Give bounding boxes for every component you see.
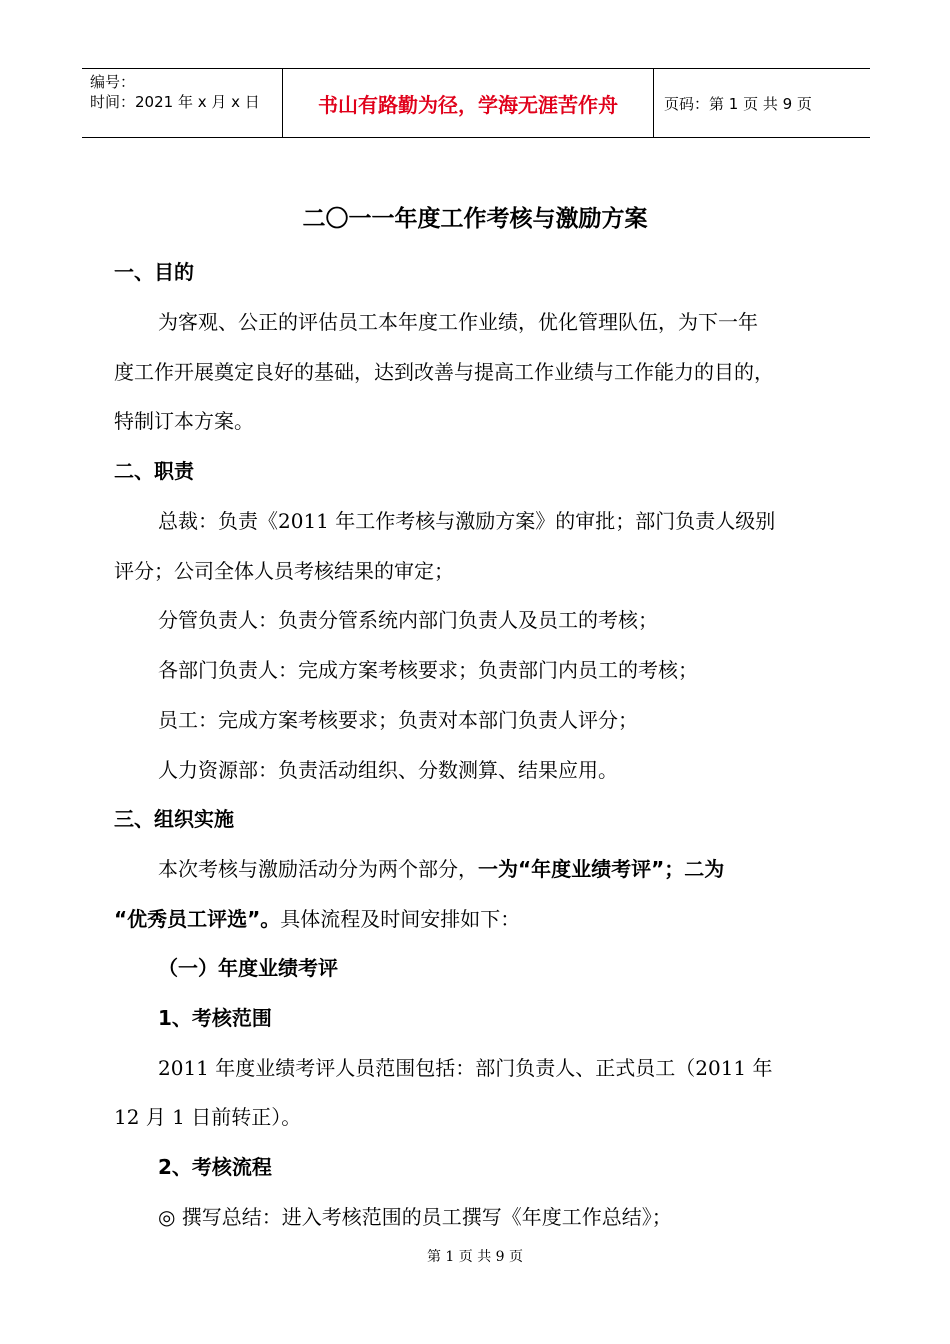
purpose-line-2: 度工作开展奠定良好的基础，达到改善与提高工作业绩与工作能力的目的，	[114, 360, 774, 384]
page-header	[82, 68, 870, 138]
page-footer: 第 1 页 共 9 页	[426, 1249, 524, 1265]
scope-line-2: 12 月 1 日前转正）。	[114, 1105, 302, 1129]
scope-line-1: 2011 年度业绩考评人员范围包括：部门负责人、正式员工（2011 年	[158, 1056, 773, 1080]
duties-line-3: 分管负责人：负责分管系统内部门负责人及员工的考核；	[158, 608, 658, 632]
implementation-line-2	[114, 903, 844, 932]
duties-line-5: 员工：完成方案考核要求；负责对本部门负责人评分；	[158, 708, 638, 732]
document-title: 二〇一一年度工作考核与激励方案	[302, 206, 648, 232]
subsection-heading-annual-review: （一）年度业绩考评	[158, 956, 338, 980]
section-heading-purpose: 一、目的	[114, 260, 194, 284]
header-motto: 书山有路勤为径，学海无涯苦作舟	[282, 69, 654, 137]
duties-line-1: 总裁：负责《2011 年工作考核与激励方案》的审批；部门负责人级别	[158, 509, 776, 533]
header-meta	[82, 69, 282, 137]
implementation-line-1	[158, 853, 888, 882]
duties-line-6: 人力资源部：负责活动组织、分数测算、结果应用。	[158, 758, 618, 782]
process-step-1: ◎ 撰写总结：进入考核范围的员工撰写《年度工作总结》；	[158, 1205, 672, 1229]
section-heading-duties: 二、职责	[114, 459, 194, 483]
section-heading-implementation: 三、组织实施	[114, 807, 234, 831]
item-heading-scope: 1、考核范围	[158, 1006, 272, 1030]
header-page-label: 页码：第 1 页 共 9 页	[664, 94, 812, 113]
duties-line-2: 评分；公司全体人员考核结果的审定；	[114, 559, 454, 583]
number-label: 编号：	[90, 73, 136, 91]
implementation-line-2-bold: “优秀员工评选”。	[114, 907, 281, 931]
purpose-line-3: 特制订本方案。	[114, 409, 254, 433]
implementation-line-2-text: 具体流程及时间安排如下：	[280, 907, 521, 931]
purpose-line-1: 为客观、公正的评估员工本年度工作业绩，优化管理队伍，为下一年	[158, 310, 758, 334]
implementation-line-1-bold: 一为“年度业绩考评”；二为	[478, 857, 725, 881]
item-heading-process: 2、考核流程	[158, 1155, 272, 1179]
implementation-line-1-text: 本次考核与激励活动分为两个部分，	[158, 857, 478, 881]
duties-line-4: 各部门负责人：完成方案考核要求；负责部门内员工的考核；	[158, 658, 698, 682]
time-label: 时间：2021 年 x 月 x 日	[90, 93, 260, 111]
